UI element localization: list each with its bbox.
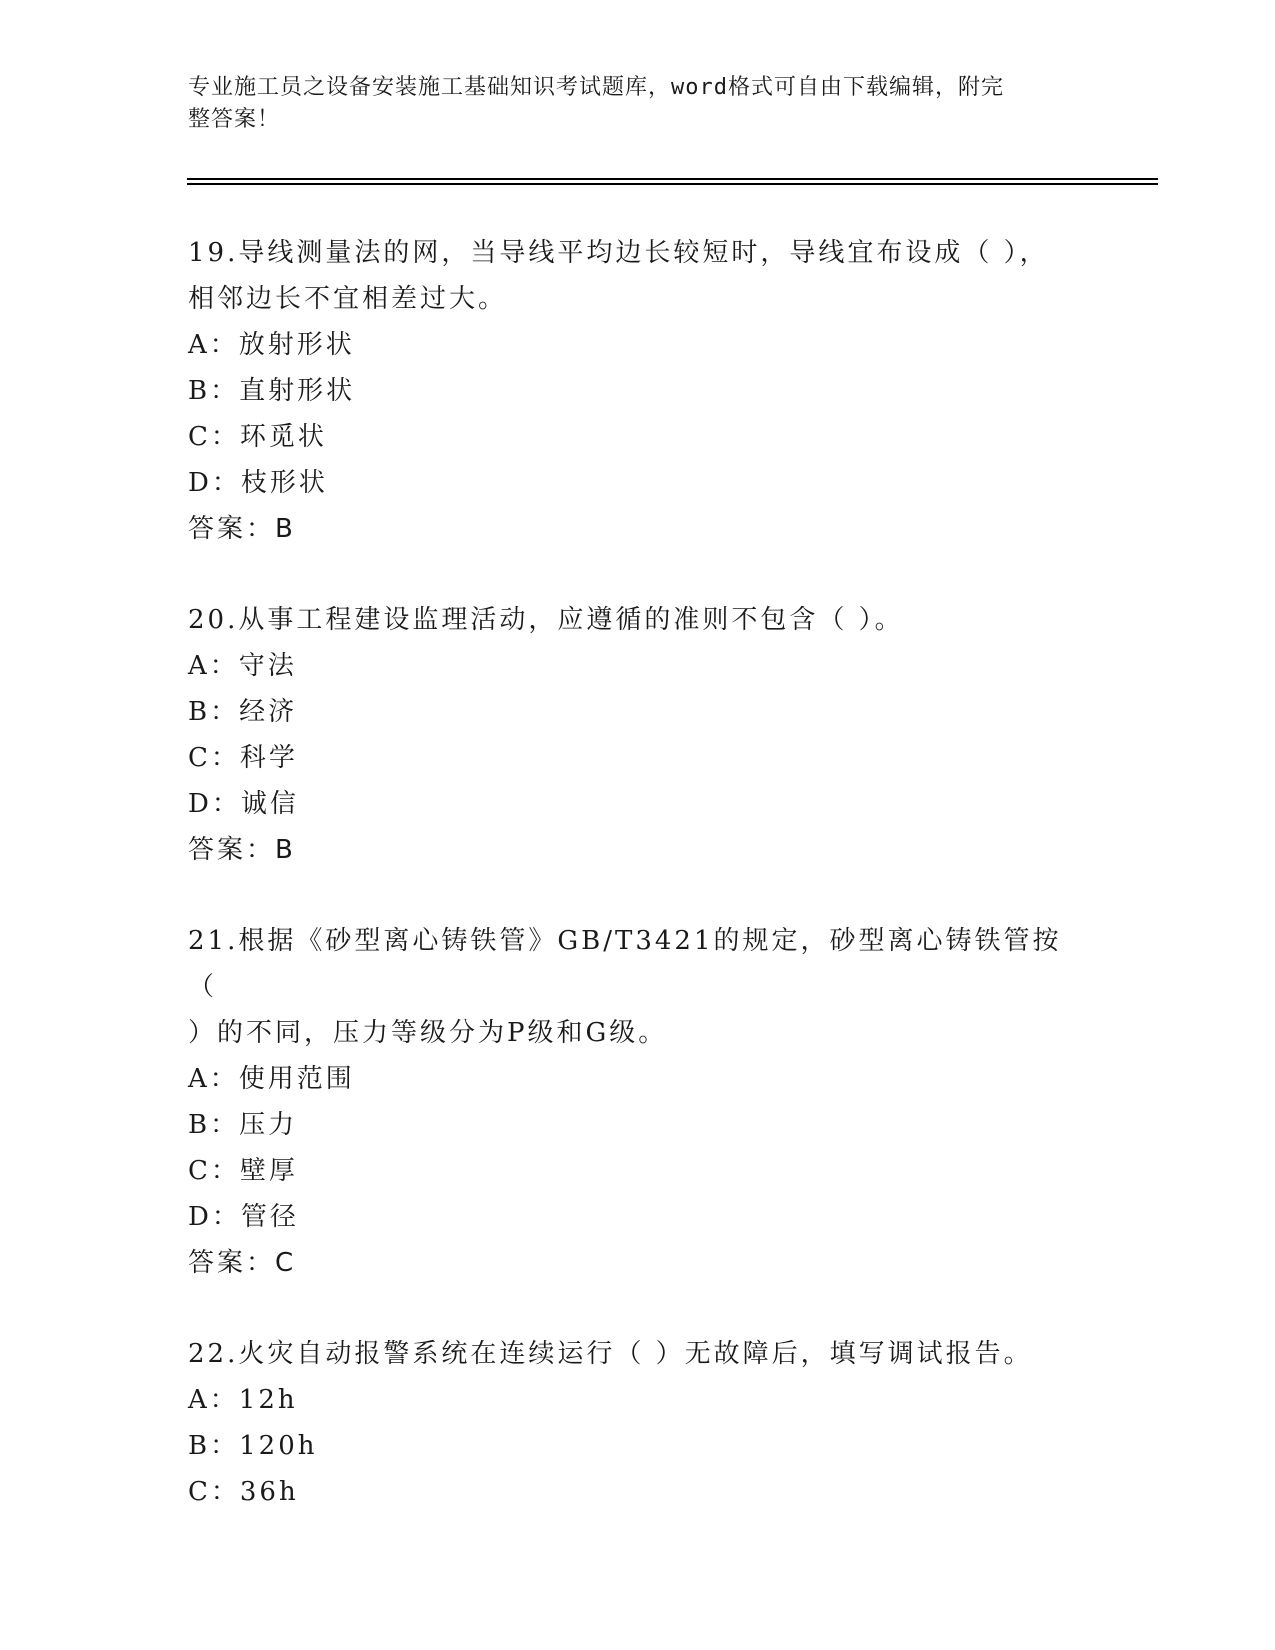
answer-label: 答案：B xyxy=(188,835,296,865)
answer-label: 答案：B xyxy=(188,514,296,544)
question-stem-line: 相邻边长不宜相差过大。 xyxy=(188,284,508,314)
question-stem-line: 21.根据《砂型离心铸铁管》GB/T3421的规定，砂型离心铸铁管按（ xyxy=(188,926,1062,1002)
option-b: B：经济 xyxy=(188,697,298,727)
question-20 xyxy=(188,597,1088,873)
option-c: C：壁厚 xyxy=(188,1156,298,1186)
option-d: D：枝形状 xyxy=(188,468,328,498)
question-19 xyxy=(188,230,1088,552)
question-22 xyxy=(188,1331,1088,1515)
question-stem-line: 22.火灾自动报警系统在连续运行（ ）无故障后，填写调试报告。 xyxy=(188,1339,1033,1369)
question-stem-line: 20.从事工程建设监理活动，应遵循的准则不包含（ ）。 xyxy=(188,605,904,635)
header-divider-bottom xyxy=(187,183,1158,185)
option-a: A：守法 xyxy=(188,651,297,681)
header-divider-top xyxy=(187,178,1158,180)
question-stem-line: 19.导线测量法的网，当导线平均边长较短时，导线宜布设成（ ）， xyxy=(188,238,1049,268)
option-b: B：压力 xyxy=(188,1110,298,1140)
answer-label: 答案：C xyxy=(188,1248,297,1278)
option-a: A：使用范围 xyxy=(188,1064,355,1094)
option-d: D：诚信 xyxy=(188,789,299,819)
option-d: D：管径 xyxy=(188,1202,299,1232)
header-line-2: 整答案！ xyxy=(188,107,281,132)
question-21 xyxy=(188,918,1088,1286)
option-b: B：120h xyxy=(188,1431,318,1461)
option-c: C：36h xyxy=(188,1477,299,1507)
question-stem-line: ）的不同，压力等级分为P级和G级。 xyxy=(188,1018,668,1048)
option-c: C：科学 xyxy=(188,743,298,773)
document-header xyxy=(188,72,1088,136)
option-c: C：环觅状 xyxy=(188,422,327,452)
option-a: A：放射形状 xyxy=(188,330,355,360)
header-line-1: 专业施工员之设备安装施工基础知识考试题库，word格式可自由下载编辑，附完 xyxy=(188,75,1004,100)
question-list xyxy=(188,230,1088,1560)
option-a: A：12h xyxy=(188,1385,298,1415)
option-b: B：直射形状 xyxy=(188,376,356,406)
